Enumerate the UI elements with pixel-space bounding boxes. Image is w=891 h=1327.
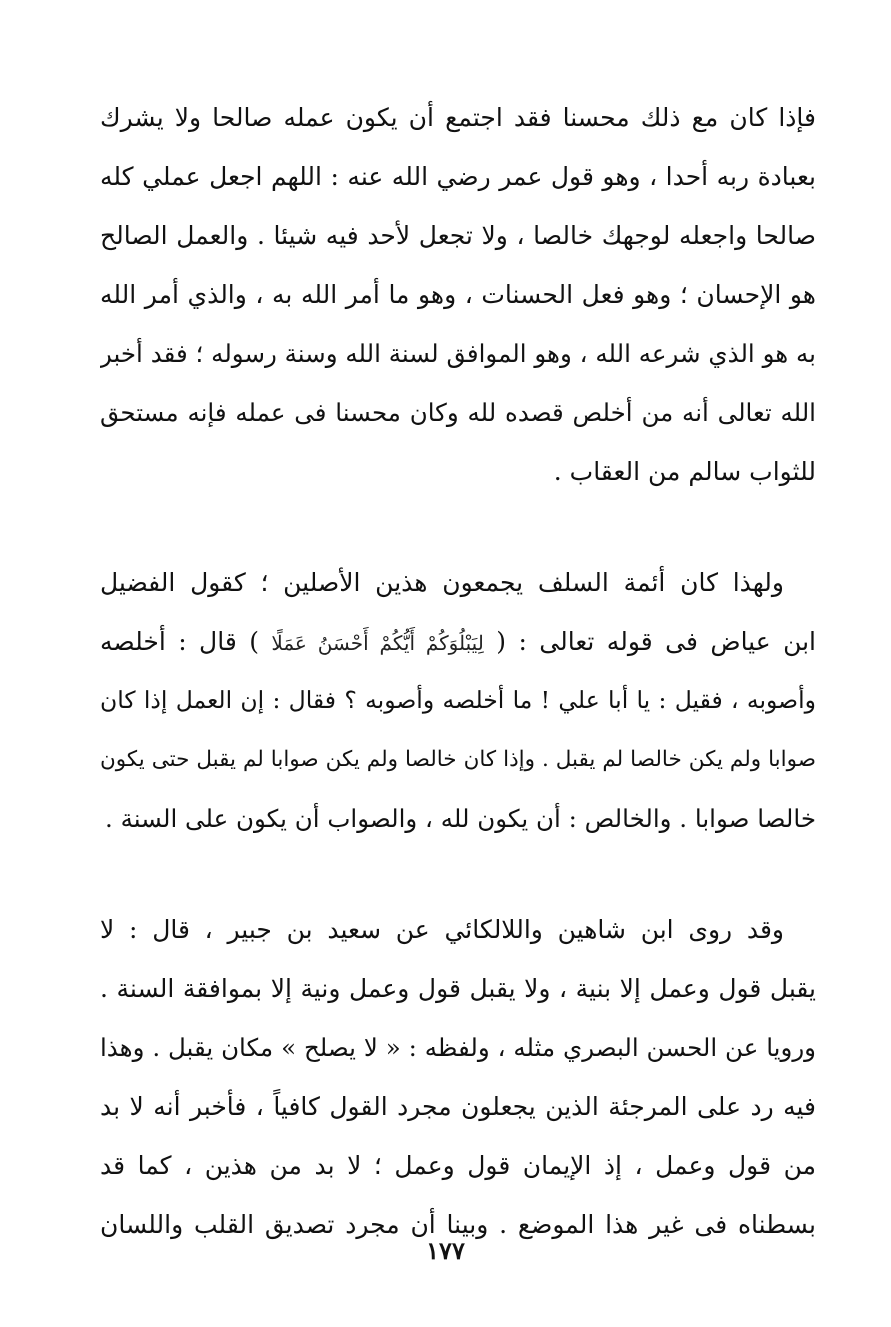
paragraph-2 [100,553,816,848]
text-line: فيه رد على المرجئة الذين يجعلون مجرد القول كافياً ، فأخبر أنه لا بد [100,1092,816,1121]
text-line: من قول وعمل ، إذ الإيمان قول وعمل ؛ لا بد من هذين ، كما قد [100,1151,816,1180]
paragraph-1 [100,88,816,501]
text-line: بعبادة ربه أحدا ، وهو قول عمر رضي الله عنه : اللهم اجعل عملي كله [100,162,816,191]
verse-line-after: قال : أخلصه [100,627,237,656]
text-line: ولهذا كان أئمة السلف يجمعون هذين الأصلين ؛ كقول الفضيل [100,568,784,597]
verse-line [100,612,816,671]
text-line: فإذا كان مع ذلك محسنا فقد اجتمع أن يكون عمله صالحا ولا يشرك [100,103,816,132]
text-line: بسطناه فى غير هذا الموضع . وبينا أن مجرد تصديق القلب واللسان [100,1210,816,1239]
text-line: ورويا عن الحسن البصري مثله ، ولفظه : « لا يصلح » مكان يقبل . وهذا [100,1033,816,1062]
text-line: الله تعالى أنه من أخلص قصده لله وكان محسنا فى عمله فإنه مستحق [100,398,816,427]
verse-open-paren: ( [496,627,506,656]
text-line: به هو الذي شرعه الله ، وهو الموافق لسنة الله وسنة رسوله ؛ فقد أخبر [100,339,816,368]
verse-close-paren: ) [249,627,259,656]
text-line: وأصوبه ، فقيل : يا أبا علي ! ما أخلصه وأصوبه ؟ فقال : إن العمل إذا كان [100,686,816,714]
text-line: يقبل قول وعمل إلا بنية ، ولا يقبل قول وعمل ونية إلا بموافقة السنة . [100,974,816,1003]
page-body [100,88,816,1254]
text-line: هو الإحسان ؛ وهو فعل الحسنات ، وهو ما أمر الله به ، والذي أمر الله [100,280,816,309]
quran-verse: لِيَبْلُوَكُمْ أَيُّكُمْ أَحْسَنُ عَمَلًا [271,631,484,655]
text-line: صالحا واجعله لوجهك خالصا ، ولا تجعل لأحد فيه شيئا . والعمل الصالح [100,221,816,250]
paragraph-3 [100,900,816,1254]
text-line: وقد روى ابن شاهين واللالكائي عن سعيد بن جبير ، قال : لا [100,915,784,944]
text-line: للثواب سالم من العقاب . [553,457,816,486]
verse-line-before: ابن عياض فى قوله تعالى : [518,627,816,656]
paragraph-spacer [100,848,816,900]
paragraph-spacer [100,501,816,553]
text-line: خالصا صوابا . والخالص : أن يكون لله ، والصواب أن يكون على السنة . [105,804,816,833]
page-number: ١٧٧ [426,1236,465,1265]
text-line: صوابا ولم يكن خالصا لم يقبل . وإذا كان خالصا ولم يكن صوابا لم يقبل حتى يكون [100,747,816,772]
